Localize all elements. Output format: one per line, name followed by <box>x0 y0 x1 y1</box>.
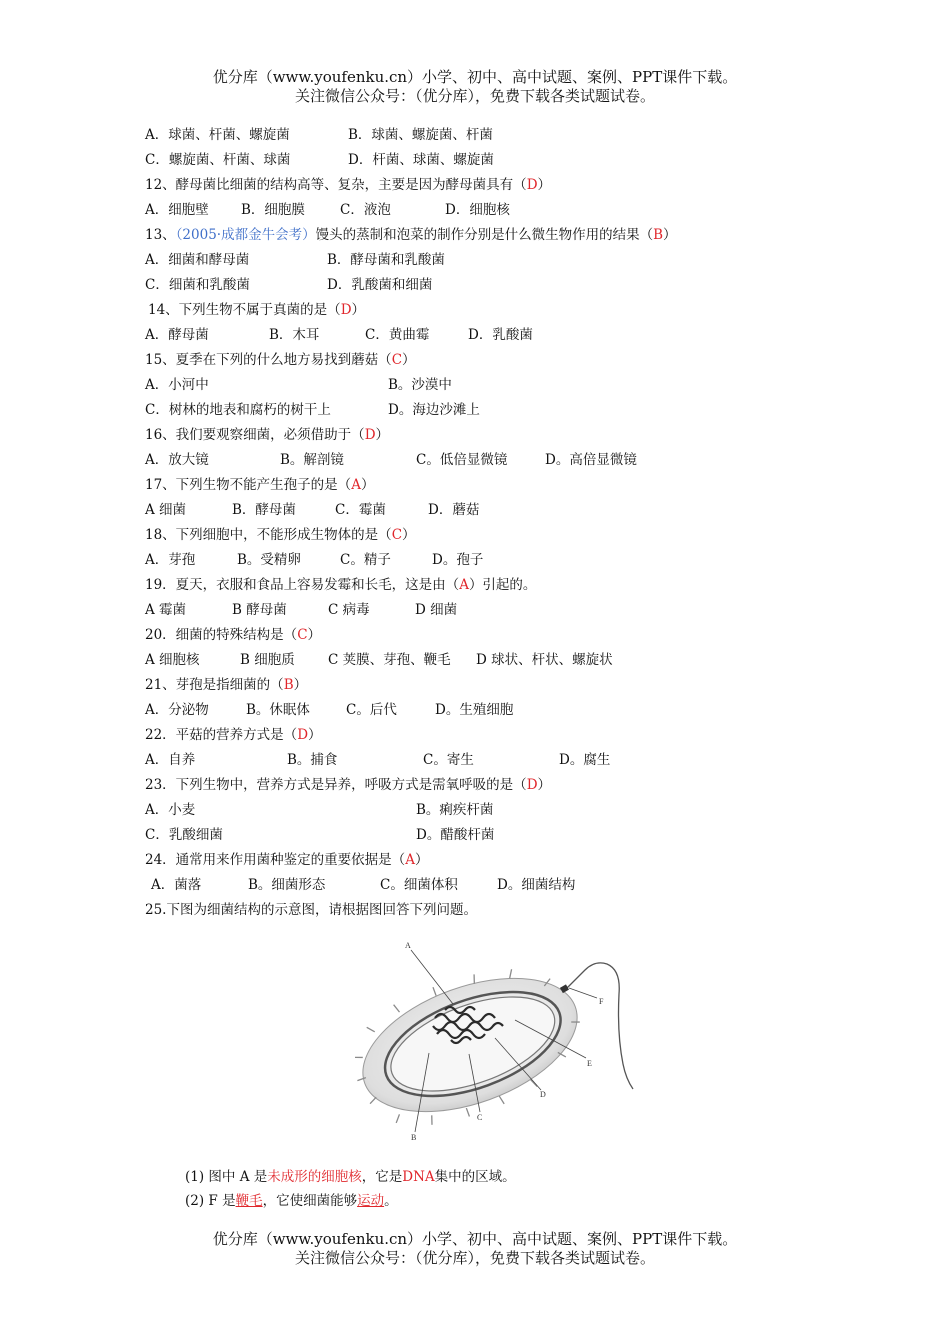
q12-options <box>145 198 845 223</box>
q14-options <box>145 323 845 348</box>
q21-stem <box>145 673 845 698</box>
q16-answer: D <box>364 427 376 443</box>
q15-options-row-2 <box>145 398 845 423</box>
q11-option-b: B．球菌、螺旋菌、杆菌 <box>348 127 493 143</box>
q14-option-b: B．木耳 <box>269 327 320 343</box>
q20-stem-text: 20．细菌的特殊结构是（ <box>145 627 298 643</box>
q19-answer: A <box>459 577 469 593</box>
label-b: B <box>411 1133 417 1142</box>
q23-option-c: C．乳酸细菌 <box>145 827 223 843</box>
page-footer <box>0 1230 950 1268</box>
q16-option-c: C。低倍显微镜 <box>416 452 508 468</box>
q24-option-c: C。细菌体积 <box>380 877 458 893</box>
q19-options <box>145 598 845 623</box>
q17-options <box>145 498 845 523</box>
sub1-prefix: (1) 图中 A 是 <box>185 1169 268 1185</box>
q21-answer: B <box>283 677 294 693</box>
q22-stem <box>145 723 845 748</box>
q19-stem-text: 19．夏天，衣服和食品上容易发霉和长毛，这是由（ <box>145 577 460 593</box>
q23-stem-text: 23．下列生物中，营养方式是异养，呼吸方式是需氧呼吸的是（ <box>145 777 527 793</box>
q14-stem <box>145 298 845 323</box>
q11-options-row-1 <box>145 123 845 148</box>
q12-close: ） <box>537 177 552 193</box>
q12-option-b: B．细胞膜 <box>241 202 305 218</box>
q21-options <box>145 698 845 723</box>
q13-option-d: D．乳酸菌和细菌 <box>327 277 433 293</box>
q19-option-d: D 细菌 <box>415 602 458 618</box>
page-header <box>0 68 950 106</box>
q13-source: （2005·成都金牛会考） <box>175 227 316 243</box>
q11-option-c: C．螺旋菌、杆菌、球菌 <box>145 152 291 168</box>
q18-close: ） <box>402 527 416 543</box>
q13-number: 13、 <box>145 227 176 243</box>
q17-option-c: C．霉菌 <box>335 502 386 518</box>
label-f: F <box>599 997 604 1006</box>
q18-option-d: D。孢子 <box>432 552 484 568</box>
q20-close: ） <box>307 627 322 643</box>
q14-answer: D <box>340 302 352 318</box>
q24-option-b: B。细菌形态 <box>248 877 326 893</box>
label-c: C <box>477 1113 483 1122</box>
q19-option-c: C 病毒 <box>328 602 370 618</box>
q23-options-row-1 <box>145 798 845 823</box>
q23-answer: D <box>526 777 538 793</box>
q25-stem-text: 25.下图为细菌结构的示意图，请根据图回答下列问题。 <box>145 902 477 918</box>
q22-answer: D <box>297 727 309 743</box>
q17-stem <box>145 473 845 498</box>
q22-option-c: C。寄生 <box>423 752 474 768</box>
q18-option-c: C。精子 <box>340 552 391 568</box>
q20-option-a: A 细胞核 <box>145 652 200 668</box>
q23-option-b: B。痢疾杆菌 <box>416 802 494 818</box>
q24-option-a: A．菌落 <box>151 877 202 893</box>
q17-option-d: D．蘑菇 <box>428 502 480 518</box>
q20-option-d: D 球状、杆状、螺旋状 <box>476 652 613 668</box>
q21-close: ） <box>293 677 308 693</box>
q20-stem <box>145 623 845 648</box>
q17-close: ） <box>360 477 375 493</box>
q12-answer: D <box>526 177 538 193</box>
q12-stem-text: 12、酵母菌比细菌的结构高等、复杂，主要是因为酵母菌具有（ <box>145 177 527 193</box>
q21-option-d: D。生殖细胞 <box>435 702 514 718</box>
sub-question-1 <box>185 1166 516 1188</box>
q20-options <box>145 648 845 673</box>
footer-line-1: 优分库（www.youfenku.cn）小学、初中、高中试题、案例、PPT课件下载。 <box>212 1230 738 1248</box>
q19-option-b: B 酵母菌 <box>232 602 287 618</box>
bacterium-structure-diagram <box>355 940 635 1145</box>
q19-close: ）引起的。 <box>468 577 537 593</box>
q21-option-b: B。休眠体 <box>246 702 310 718</box>
sub2-suffix: 。 <box>384 1193 398 1209</box>
q24-option-d: D。细菌结构 <box>497 877 576 893</box>
q21-option-a: A．分泌物 <box>145 702 209 718</box>
q17-stem-text: 17、下列生物不能产生孢子的是（ <box>145 477 352 493</box>
q15-options-row-1 <box>145 373 845 398</box>
q16-stem <box>145 423 845 448</box>
q12-option-c: C．液泡 <box>340 202 391 218</box>
q23-options-row-2 <box>145 823 845 848</box>
q18-stem <box>145 523 845 548</box>
q23-stem <box>145 773 845 798</box>
q21-option-c: C。后代 <box>346 702 397 718</box>
q13-option-c: C．细菌和乳酸菌 <box>145 277 250 293</box>
q17-answer: A <box>351 477 361 493</box>
q16-options <box>145 448 845 473</box>
q15-stem-text: 15、夏季在下列的什么地方易找到蘑菇（ <box>145 352 392 368</box>
sub1-term: DNA <box>402 1169 435 1185</box>
q16-option-b: B。解剖镜 <box>280 452 344 468</box>
q18-options <box>145 548 845 573</box>
q15-option-a: A．小河中 <box>145 377 209 393</box>
sub2-answer-1: 鞭毛 <box>235 1193 263 1209</box>
footer-line-2: 关注微信公众号：（优分库），免费下载各类试题试卷。 <box>294 1249 655 1267</box>
q17-option-a: A 细菌 <box>145 502 187 518</box>
q19-option-a: A 霉菌 <box>145 602 187 618</box>
q15-option-b: B。沙漠中 <box>388 377 452 393</box>
q18-option-b: B。受精卵 <box>237 552 301 568</box>
label-e: E <box>587 1059 592 1068</box>
sub2-middle: ，它使细菌能够 <box>262 1193 358 1209</box>
q25-stem <box>145 898 845 923</box>
q24-answer: A <box>405 852 415 868</box>
q19-stem <box>145 573 845 598</box>
q18-answer: C <box>391 527 403 543</box>
q13-close: ） <box>663 227 677 243</box>
label-a: A <box>405 941 411 950</box>
q18-stem-text: 18、下列细胞中，不能形成生物体的是（ <box>145 527 392 543</box>
q15-close: ） <box>402 352 416 368</box>
q11-option-d: D．杆菌、球菌、螺旋菌 <box>348 152 494 168</box>
q23-close: ） <box>537 777 552 793</box>
q24-stem <box>145 848 845 873</box>
question-list <box>145 123 845 923</box>
q22-close: ） <box>308 727 322 743</box>
q14-close: ） <box>351 302 366 318</box>
q16-option-a: A．放大镜 <box>145 452 209 468</box>
q21-stem-text: 21、芽孢是指细菌的（ <box>145 677 284 693</box>
q13-stem-text: 馒头的蒸制和泡菜的制作分别是什么微生物作用的结果（ <box>315 227 654 243</box>
q20-option-b: B 细胞质 <box>240 652 295 668</box>
q16-stem-text: 16、我们要观察细菌，必须借助于（ <box>145 427 365 443</box>
q11-options-row-2 <box>145 148 845 173</box>
q23-option-d: D。醋酸杆菌 <box>416 827 495 843</box>
q22-option-a: A．自养 <box>145 752 196 768</box>
q12-option-d: D．细胞核 <box>445 202 510 218</box>
q13-options-row-1 <box>145 248 845 273</box>
q12-option-a: A．细胞壁 <box>145 202 209 218</box>
q15-answer: C <box>391 352 403 368</box>
q18-option-a: A．芽孢 <box>145 552 196 568</box>
q20-option-c: C 荚膜、芽孢、鞭毛 <box>328 652 451 668</box>
q22-stem-text: 22．平菇的营养方式是（ <box>145 727 298 743</box>
label-d: D <box>540 1090 546 1099</box>
header-line-1: 优分库（www.youfenku.cn）小学、初中、高中试题、案例、PPT课件下载。 <box>212 68 738 86</box>
q24-options <box>145 873 845 898</box>
sub2-answer-2: 运动 <box>357 1193 385 1209</box>
q13-stem <box>145 223 845 248</box>
q16-option-d: D。高倍显微镜 <box>545 452 637 468</box>
q15-stem <box>145 348 845 373</box>
q11-option-a: A．球菌、杆菌、螺旋菌 <box>145 127 290 143</box>
sub2-prefix: (2) F 是 <box>185 1193 236 1209</box>
q14-option-d: D．乳酸菌 <box>468 327 533 343</box>
q22-option-b: B。捕食 <box>287 752 338 768</box>
q14-stem-text: 14、下列生物不属于真菌的是（ <box>148 302 341 318</box>
q13-option-a: A．细菌和酵母菌 <box>145 252 250 268</box>
q20-answer: C <box>297 627 308 643</box>
sub1-suffix: 集中的区域。 <box>434 1169 516 1185</box>
q13-options-row-2 <box>145 273 845 298</box>
q13-option-b: B．酵母菌和乳酸菌 <box>327 252 445 268</box>
q16-close: ） <box>375 427 390 443</box>
q13-answer: B <box>653 227 664 243</box>
sub1-answer: 未成形的细胞核 <box>267 1169 362 1185</box>
q15-option-d: D。海边沙滩上 <box>388 402 480 418</box>
header-line-2: 关注微信公众号：（优分库），免费下载各类试题试卷。 <box>294 87 655 105</box>
q24-close: ） <box>414 852 429 868</box>
q23-option-a: A．小麦 <box>145 802 196 818</box>
q22-options <box>145 748 845 773</box>
q24-stem-text: 24．通常用来作用菌种鉴定的重要依据是（ <box>145 852 406 868</box>
q14-option-c: C．黄曲霉 <box>365 327 430 343</box>
q15-option-c: C．树林的地表和腐朽的树干上 <box>145 402 331 418</box>
q14-option-a: A．酵母菌 <box>145 327 209 343</box>
sub1-middle: ，它是 <box>361 1169 403 1185</box>
sub-question-2 <box>185 1190 398 1212</box>
q22-option-d: D。腐生 <box>559 752 611 768</box>
q17-option-b: B．酵母菌 <box>232 502 296 518</box>
q12-stem <box>145 173 845 198</box>
